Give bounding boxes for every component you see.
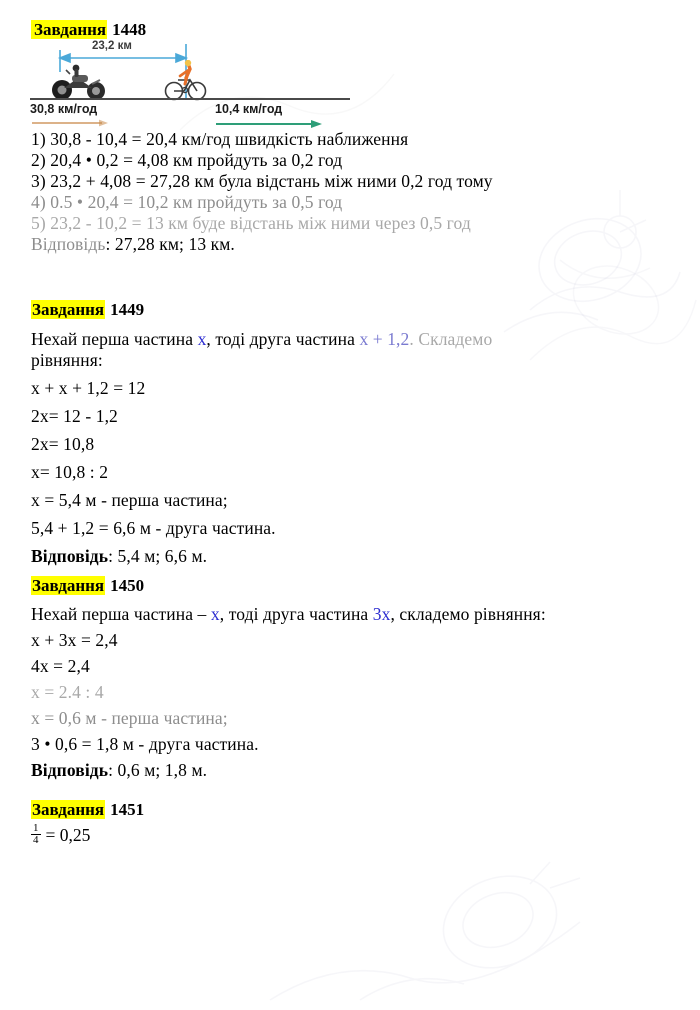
task-1449-line-4: x= 10,8 : 2 [31,462,109,482]
task-number-1451: 1451 [110,800,145,819]
fraction-result: = 0,25 [45,825,91,846]
fraction-one-quarter [31,823,41,846]
ground-line [30,98,350,100]
task-1448-line-1: 1) 30,8 - 10,4 = 20,4 км/год швидкість наближення [31,129,409,149]
task-heading-1451 [31,800,144,820]
task-1450-line-5: 3 • 0,6 = 1,8 м - друга частина. [31,734,259,754]
task-1448-answer [31,234,235,255]
bicycle-icon [164,60,210,102]
expression-3x: 3x [372,604,391,624]
task-1448-line-2: 2) 20,4 • 0,2 = 4,08 км пройдуть за 0,2 год [31,150,343,170]
distance-label: 23,2 км [92,40,132,52]
task-1450-answer [31,760,207,781]
task-1449-intro-line-1 [31,329,492,350]
watermark-right [520,240,700,380]
task-label-1451: Завдання [32,800,105,819]
task-1450-line-2: 4x = 2,4 [31,656,90,676]
answer-value-1448: : 27,28 км; 13 км. [105,234,235,254]
task-1449-answer [31,546,207,567]
task-1450-line-4: x = 0,6 м - перша частина; [31,708,228,728]
left-speed-value: 30,8 [30,102,58,116]
task-label-1449: Завдання [32,300,105,319]
task-1449-line-1: x + x + 1,2 = 12 [31,378,146,398]
answer-value-1450: : 0,6 м; 1,8 м. [108,760,208,780]
task-1449-intro-line-2: рівняння: [31,350,103,370]
task-1448-line-3: 3) 23,2 + 4,08 = 27,28 км була відстань між ними 0,2 год тому [31,171,493,191]
task-heading-1450 [31,576,144,596]
task-1449-line-5: x = 5,4 м - перша частина; [31,490,228,510]
task-number-1448: 1448 [112,20,147,39]
answer-label-1448: Відповідь [31,234,106,254]
task-1449-line-3: 2x= 10,8 [31,434,95,454]
answer-label-1450: Відповідь [31,760,109,780]
answer-label-1449: Відповідь [31,546,109,566]
task-1450-line-1: x + 3x = 2,4 [31,630,118,650]
right-speed-unit: км/год [242,102,283,116]
intro-1450-part-2: , тоді друга частина [219,604,373,624]
watermark-bottom [250,860,630,1010]
distance-diagram [30,36,350,128]
task-1450-line-3: x = 2.4 : 4 [31,682,104,702]
intro-1450-part-3: , складемо рівняння: [390,604,546,624]
task-1451-fraction-expression [31,824,90,847]
intro-part-2: , тоді друга частина [206,329,360,349]
intro-1450-part-1: Нехай перша частина – [31,604,211,624]
left-speed-label [30,102,97,116]
task-1450-intro [31,604,546,625]
task-1448-line-4: 4) 0.5 • 20,4 = 10,2 км пройдуть за 0,5 год [31,192,343,212]
variable-x-1: x [197,329,207,349]
right-speed-value: 10,4 [215,102,243,116]
task-label-1450: Завдання [32,576,105,595]
task-heading-1449 [31,300,144,320]
task-number-1449: 1449 [110,300,145,319]
task-1449-line-6: 5,4 + 1,2 = 6,6 м - друга частина. [31,518,276,538]
right-speed-label [215,102,282,116]
task-1449-line-2: 2x= 12 - 1,2 [31,406,118,426]
fraction-denominator: 4 [33,834,39,847]
task-label-1448: Завдання [34,20,107,39]
expression-x-plus-1-2: x + 1,2 [359,329,410,349]
task-1448-line-5: 5) 23,2 - 10,2 = 13 км буде відстань між ними через 0,5 год [31,213,471,233]
fraction-numerator: 1 [33,822,39,835]
task-number-1450: 1450 [110,576,145,595]
watermark-top [470,180,690,350]
left-speed-unit: км/год [57,102,98,116]
motorcycle-icon [48,62,112,102]
answer-value-1449: : 5,4 м; 6,6 м. [108,546,208,566]
variable-x-1450: x [210,604,220,624]
intro-part-1: Нехай перша частина [31,329,198,349]
intro-part-3: . Складемо [409,329,493,349]
